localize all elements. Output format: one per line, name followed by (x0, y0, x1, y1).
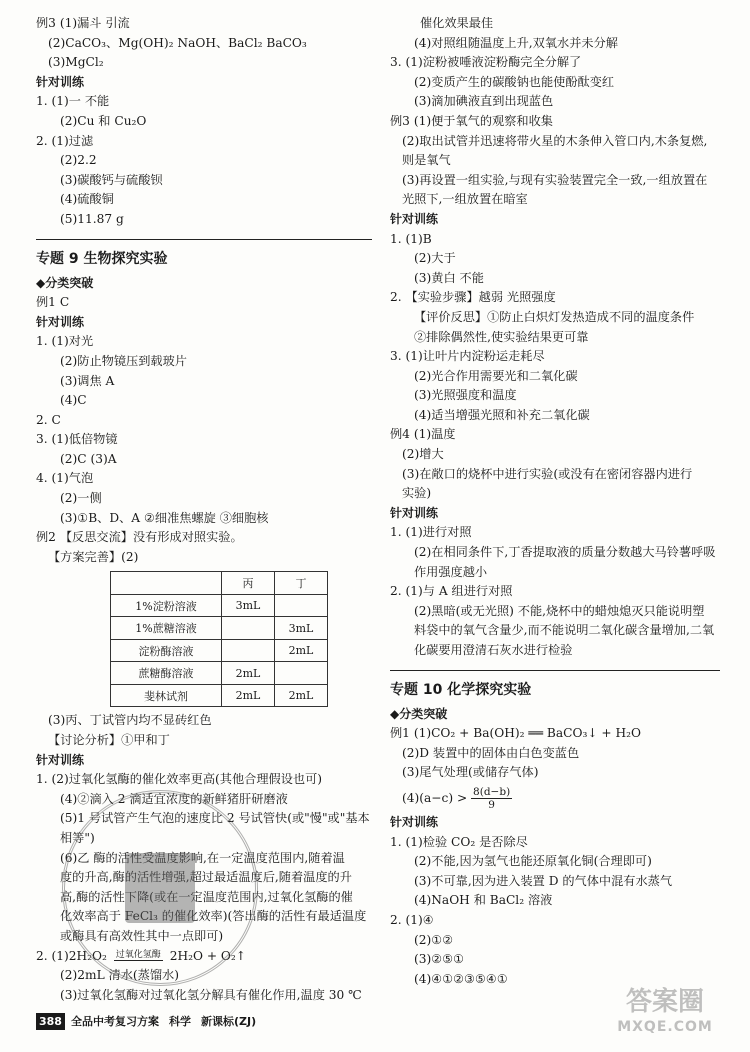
answer-line: (3)调焦 A (60, 373, 115, 388)
answer-line: (3)丙、丁试管内均不显砖红色 (48, 713, 212, 728)
answer-line: 【评价反思】①防止白炽灯发热造成不同的温度条件 (414, 309, 695, 324)
subject-label: 科学 (168, 1015, 191, 1028)
answer-line: (4)C (60, 393, 87, 408)
answer-line: (3)②⑤① (414, 952, 465, 967)
watermark-logo (590, 985, 740, 1045)
answer-line: (4)④①②③⑤④① (414, 971, 508, 986)
answer-line: (2)2mL 清水(蒸馏水) (60, 968, 179, 983)
answer-line: 化效率高于 FeCl₃ 的催化效率)(答出酶的活性有最适温度 (60, 909, 367, 924)
answer-line: (2)D 装置中的固体由白色变蓝色 (402, 745, 580, 760)
table-cell (222, 617, 275, 640)
section-title-9: 专题 9 生物探究实验 (36, 239, 372, 274)
answer-line: 2. (1)与 A 组进行对照 (390, 584, 513, 599)
answer-line: 相等") (60, 831, 95, 845)
answer-line: (3)在敞口的烧杯中进行实验(或没有在密闭容器内进行 (402, 466, 693, 481)
answer-line: 实验) (402, 486, 432, 501)
breakthrough-heading: ◆分类突破 (390, 706, 448, 721)
stamp-image (62, 790, 258, 986)
answer-line: (3)不可靠,因为进入装置 D 的气体中混有水蒸气 (414, 873, 673, 888)
watermark-url: MXQE.COM (617, 1019, 713, 1035)
answer-line: 1. (1)一 不能 (36, 94, 110, 109)
answer-line: 度的升高,酶的活性增强,超过最适温度后,随着温度的升 (60, 870, 352, 885)
table-row (111, 617, 328, 640)
answer-line: 光照下,一组放置在暗室 (402, 192, 528, 207)
watermark-text: 答案圈 (625, 987, 704, 1017)
training-heading: 针对训练 (36, 752, 85, 767)
answer-line: (2)CaCO₃、Mg(OH)₂ NaOH、BaCl₂ BaCO₃ (48, 35, 307, 50)
answer-line: (3)光照强度和温度 (414, 388, 517, 403)
answer-line: 1. (1)对光 (36, 334, 94, 349)
inequality-left: (4)(a−c) > (402, 790, 468, 805)
equation-reactants: 2. (1)2H₂O₂ (36, 948, 107, 963)
page-footer (36, 1010, 266, 1032)
answer-line: 高,酶的活性下降(或在一定温度范围内,过氧化氢酶的催 (60, 889, 353, 904)
answer-line: (3)①B、D、A ②细准焦螺旋 ③细胞核 (60, 510, 269, 525)
answer-line: 例1 C (36, 295, 70, 310)
stamp-center (125, 853, 195, 923)
table-cell (275, 662, 328, 685)
answer-line: (2)不能,因为氢气也能还原氧化铜(合理即可) (414, 854, 652, 869)
table-cell: 斐林试剂 (111, 684, 222, 707)
table-cell: 2mL (222, 684, 275, 707)
answer-line: (2)2.2 (60, 153, 97, 168)
answer-line: (3)过氧化氢酶对过氧化氢分解具有催化作用,温度 30 ℃ (60, 987, 362, 1002)
answer-line: 3. (1)低倍物镜 (36, 432, 118, 447)
answer-line: (2)在相同条件下,丁香提取液的质量分数越大马铃薯呼吸 (414, 545, 716, 560)
answer-line: (4)②滴入 2 滴适宜浓度的新鲜猪肝研磨液 (60, 791, 288, 806)
training-heading: 针对训练 (390, 505, 439, 520)
answer-line: 催化效果最佳 (420, 16, 494, 30)
answer-line: (2)防止物镜压到载玻片 (60, 353, 187, 368)
table-cell (222, 639, 275, 662)
answer-line: 例1 (1)CO₂ + Ba(OH)₂ ══ BaCO₃↓ + H₂O (390, 726, 642, 741)
table-cell: 3mL (222, 594, 275, 617)
table-cell: 1%淀粉溶液 (111, 594, 222, 617)
book-title: 全品中考复习方案 (70, 1015, 159, 1028)
answer-line: 3. (1)淀粉被唾液淀粉酶完全分解了 (390, 55, 582, 70)
right-column (390, 14, 720, 989)
table-header-row (111, 572, 328, 595)
edition-label: 新课标(ZJ) (200, 1015, 257, 1028)
answer-line: (2)C (3)A (60, 451, 117, 466)
answer-line: (2)取出试管并迅速将带火星的木条伸入管口内,木条复燃, (402, 133, 708, 148)
answer-line: 1. (1)检验 CO₂ 是否除尽 (390, 834, 528, 849)
table-row (111, 662, 328, 685)
table-cell: 2mL (275, 639, 328, 662)
answer-line: (3)尾气处理(或储存气体) (402, 765, 539, 780)
answer-line: 化碳要用澄清石灰水进行检验 (414, 643, 573, 657)
answer-line: 2. 【实验步骤】越弱 光照强度 (390, 290, 556, 305)
answer-line: (3)碳酸钙与硫酸钡 (60, 172, 163, 187)
training-heading: 针对训练 (36, 314, 85, 329)
answer-line: (2)增大 (402, 447, 444, 462)
answer-line: (4)NaOH 和 BaCl₂ 溶液 (414, 893, 553, 908)
inequality-line (390, 783, 720, 813)
answer-line: 则是氧气 (402, 153, 451, 168)
equation-products: 2H₂O + O₂↑ (169, 948, 246, 963)
page-number: 388 (36, 1013, 65, 1030)
answer-line: 【方案完善】(2) (48, 549, 139, 564)
table-row (111, 594, 328, 617)
table-header-cell: 丁 (275, 572, 328, 595)
table-cell: 3mL (275, 617, 328, 640)
answer-line: (5)1 号试管产生气泡的速度比 2 号试管快(或"慢"或"基本 (60, 811, 370, 826)
table-row (111, 639, 328, 662)
answer-line: (2)①② (414, 932, 454, 947)
answer-line: 1. (1)B (390, 231, 432, 246)
table-cell: 淀粉酶溶液 (111, 639, 222, 662)
table-cell: 1%蔗糖溶液 (111, 617, 222, 640)
answer-line: 作用强度越小 (414, 564, 488, 579)
answer-line: (2)黑暗(或无光照) 不能,烧杯中的蜡烛熄灭只能说明塑 (414, 603, 705, 618)
answer-line: 例4 (1)温度 (390, 427, 456, 442)
fraction-numerator: 8(d−b) (473, 785, 511, 798)
answer-line: (4)硫酸铜 (60, 192, 114, 207)
answer-line: (2)变质产生的碳酸钠也能使酚酞变红 (414, 74, 615, 89)
fraction (471, 786, 512, 811)
training-heading: 针对训练 (36, 74, 85, 89)
answer-line: 1. (2)过氧化氢酶的催化效率更高(其他合理假设也可) (36, 772, 323, 787)
answer-line: 例3 (1)便于氧气的观察和收集 (390, 113, 553, 128)
training-heading: 针对训练 (390, 211, 439, 226)
answer-line: ②排除偶然性,使实验结果更可靠 (414, 329, 589, 344)
answer-line: 例2 【反思交流】没有形成对照实验。 (36, 530, 243, 545)
answer-line: (3)再设置一组实验,与现有实验装置完全一致,一组放置在 (402, 172, 708, 187)
answer-line: 例3 (1)漏斗 引流 (36, 16, 130, 30)
answer-line: (4)对照组随温度上升,双氧水并未分解 (414, 35, 618, 50)
answer-line: 【讨论分析】①甲和丁 (48, 733, 170, 748)
answer-line: 2. C (36, 412, 61, 427)
answer-line: 料袋中的氧气含量少,而不能说明二氧化碳含量增加,二氧 (414, 623, 715, 638)
answer-line: (5)11.87 g (60, 211, 124, 226)
table-header-cell: 丙 (222, 572, 275, 595)
fraction-denominator: 9 (488, 798, 495, 811)
experiment-table (110, 571, 328, 707)
answer-line: (3)滴加碘液直到出现蓝色 (414, 94, 554, 109)
breakthrough-heading: ◆分类突破 (36, 275, 94, 290)
table-cell: 蔗糖酶溶液 (111, 662, 222, 685)
answer-line: 2. (1)过滤 (36, 133, 94, 148)
answer-line: (3)MgCl₂ (48, 55, 104, 70)
answer-line: (2)光合作用需要光和二氧化碳 (414, 368, 578, 383)
answer-line: (6)乙 酶的活性受温度影响,在一定温度范围内,随着温 (60, 850, 345, 865)
table-row (111, 684, 328, 707)
table-header-cell (111, 572, 222, 595)
answer-line: 3. (1)让叶片内淀粉运走耗尽 (390, 349, 545, 364)
answer-line: (3)黄白 不能 (414, 270, 484, 285)
answer-line: (4)适当增强光照和补充二氧化碳 (414, 407, 590, 422)
answer-line: (2)Cu 和 Cu₂O (60, 113, 147, 128)
answer-line: (2)大于 (414, 251, 456, 266)
table-cell: 2mL (222, 662, 275, 685)
answer-line: 2. (1)④ (390, 912, 434, 927)
catalyst-label: 过氧化氢酶 (115, 950, 161, 961)
section-title-10: 专题 10 化学探究实验 (390, 670, 720, 705)
table-cell (275, 594, 328, 617)
answer-line: 4. (1)气泡 (36, 471, 94, 486)
table-cell: 2mL (275, 684, 328, 707)
answer-line: 1. (1)进行对照 (390, 525, 472, 540)
answer-line: 或酶具有高效性其中一点即可) (60, 928, 224, 943)
answer-line: (2)一侧 (60, 491, 102, 506)
training-heading: 针对训练 (390, 814, 439, 829)
